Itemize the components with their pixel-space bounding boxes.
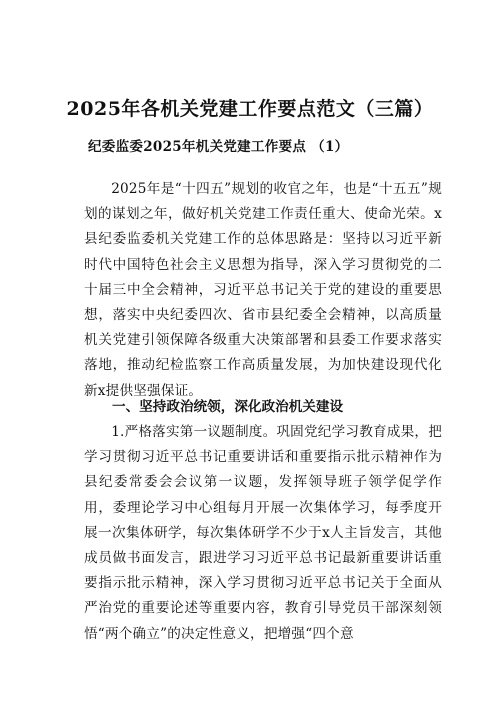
item-paragraph-1: 1.严格落实第一议题制度。巩固党纪学习教育成果，把学习贯彻习近平总书记重要讲话和重要指示批示精神作为县纪委常委会会议第一议题，发挥领导班子领学促学作用，委理论学习中心组每月开展一次集体学习，每季度开展一次集体研学，每次集体研学不少于x人主旨发言，其他成员做书面发言，跟进学习习近平总书记最新重要讲话重要指示批示精神，深入学习贯彻习近平总书记关于全面从严治党的重要论述等重要内容，教育引导党员干部深刻领悟“两个确立”的决定性意义，把增强“四个意 <box>84 424 442 642</box>
intro-paragraph: 2025年是“十四五”规划的收官之年，也是“十五五”规划的谋划之年，做好机关党建工作责任重大、使命光荣。x县纪委监委机关党建工作的总体思路是：坚持以习近平新时代中国特色社会主义思想为指导，深入学习贯彻党的二十届三中全会精神，习近平总书记关于党的建设的重要思想，落实中央纪委四次、省市县纪委全会精神，以高质量机关党建引领保障各级重大决策部署和县委工作要求落实落地，推动纪检监察工作高质量发展，为加快建设现代化新x提供坚强保证。 <box>84 181 442 399</box>
document-subtitle: 纪委监委2025年机关党建工作要点 （1） <box>88 139 349 155</box>
document-title: 2025年各机关党建工作要点范文（三篇） <box>66 98 434 120</box>
section-heading: 一、坚持政治统领，深化政治机关建设 <box>112 399 344 415</box>
